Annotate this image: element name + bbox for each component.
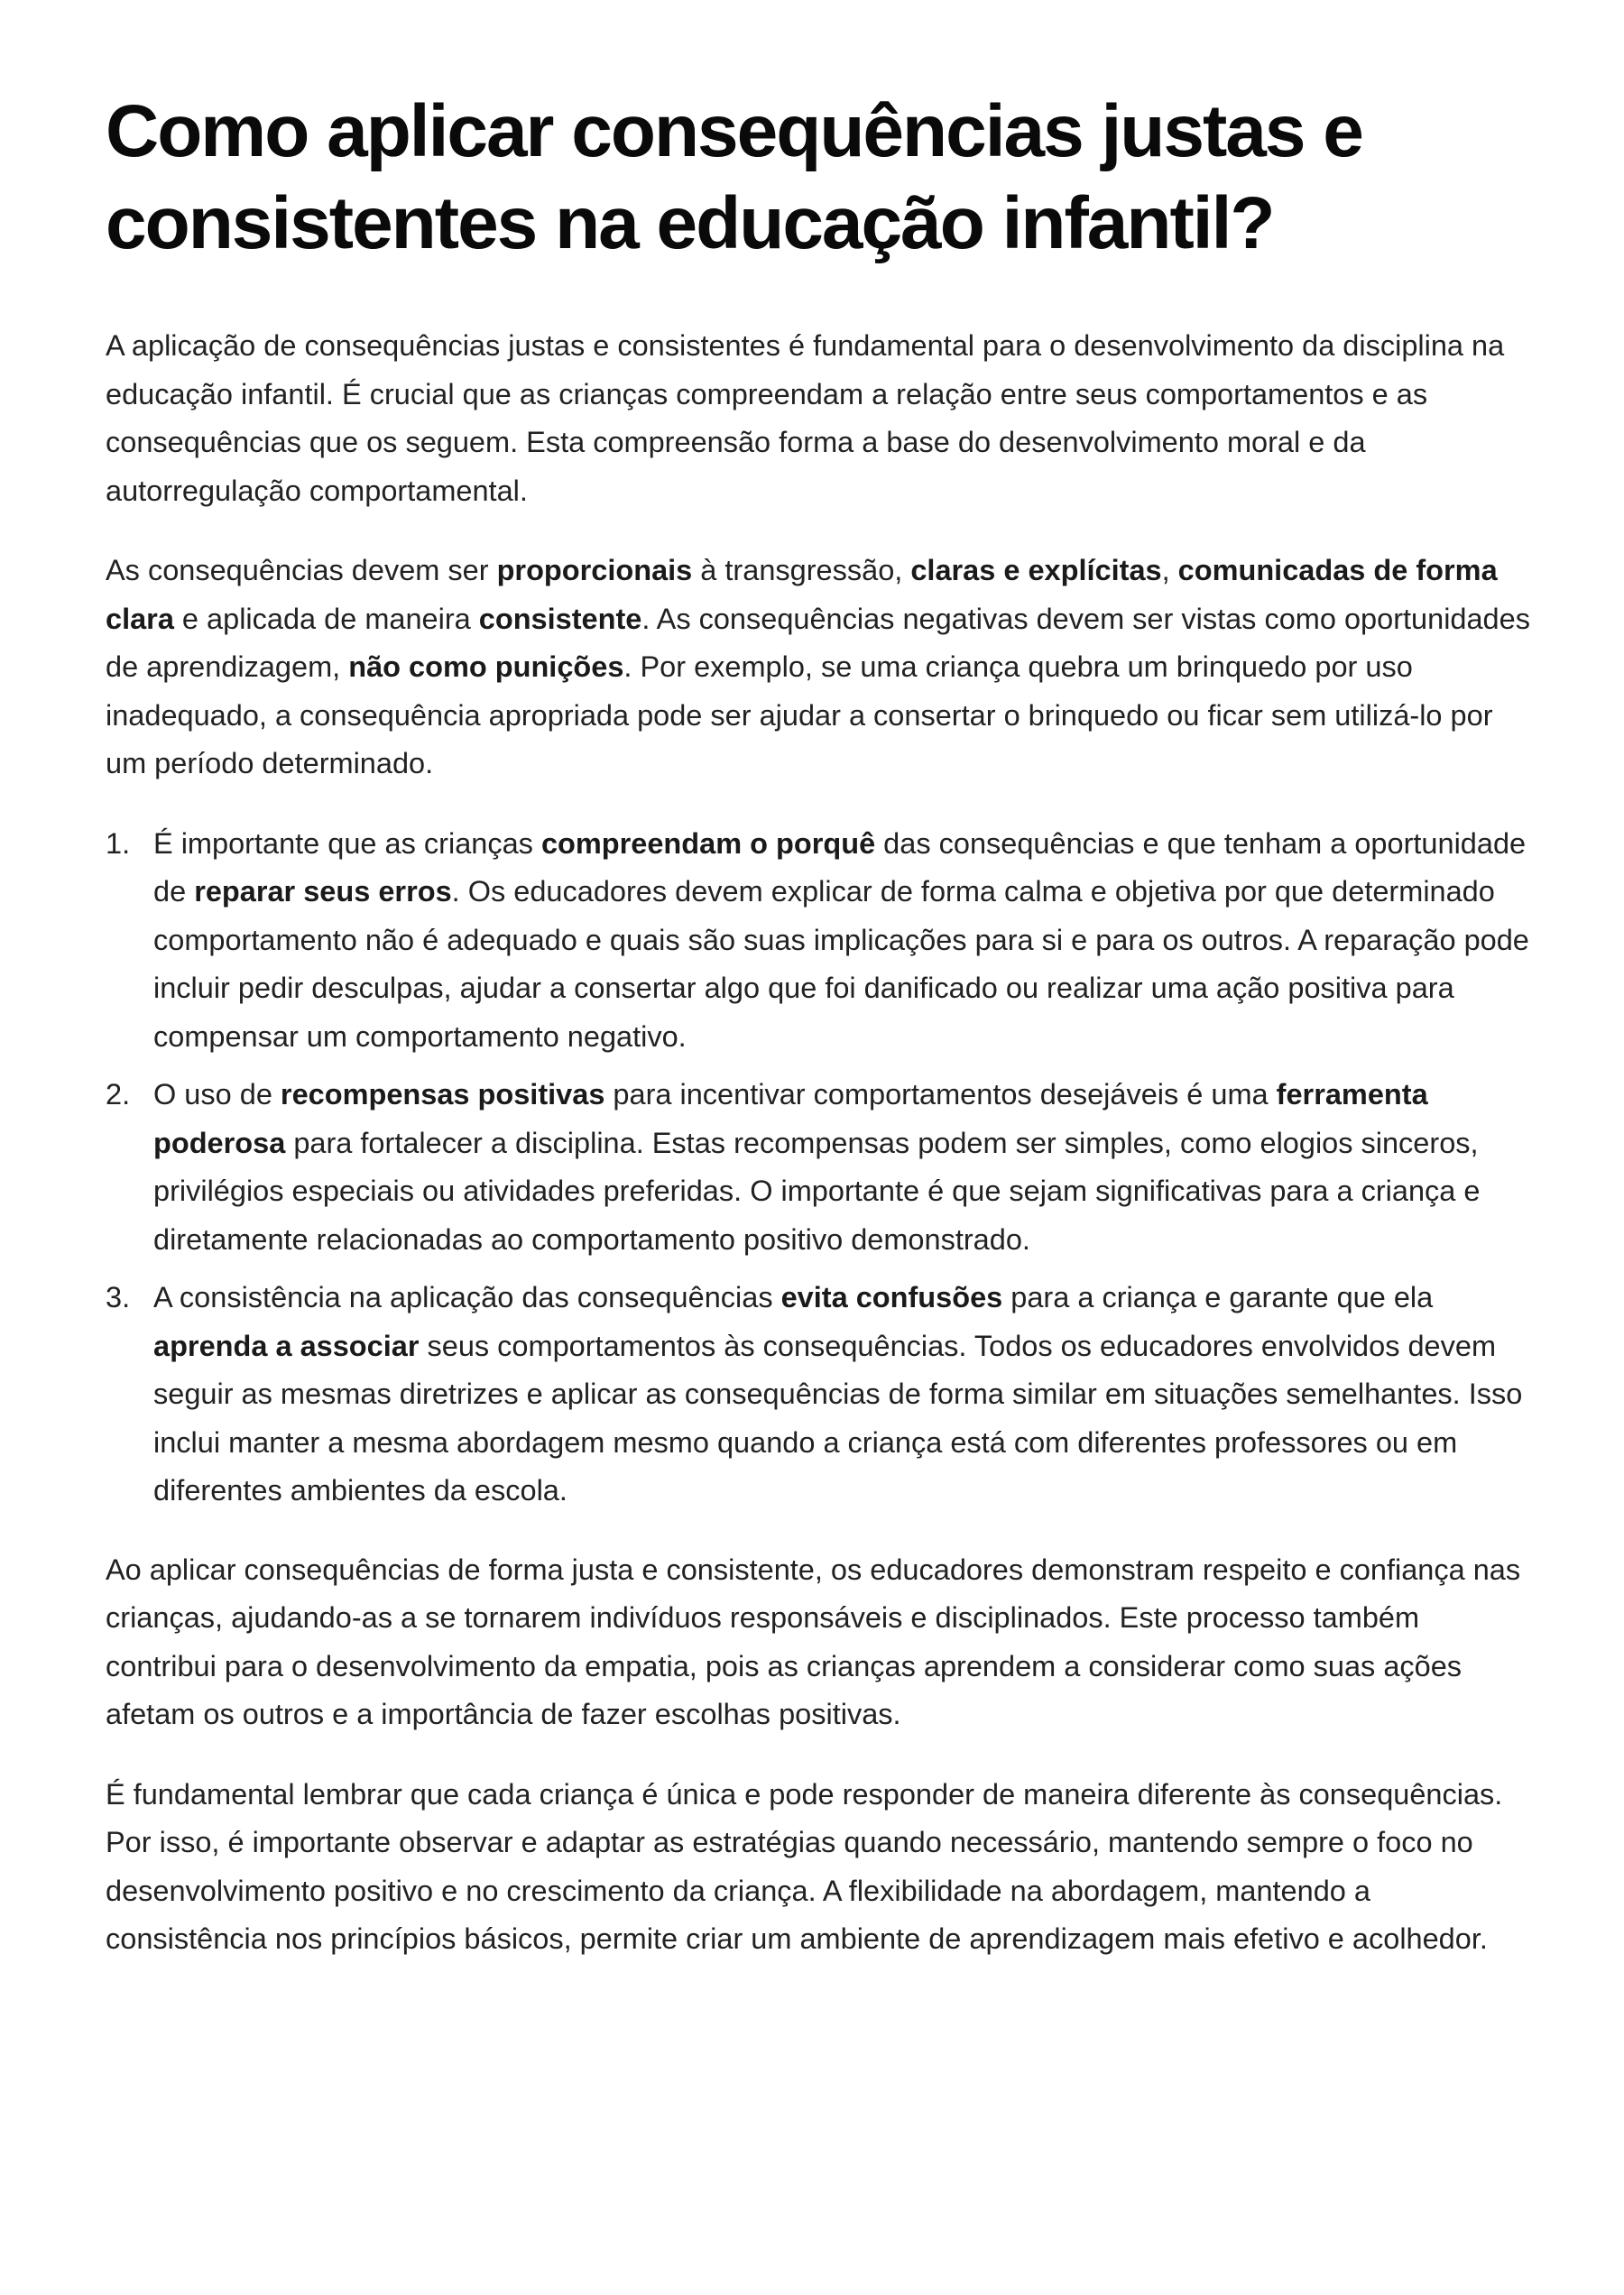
text-run: . As consequências negativas devem ser vistas como oportunidades de aprendizagem, <box>106 602 1530 683</box>
bold-text: ferramenta poderosa <box>153 1078 1428 1159</box>
paragraph <box>106 322 1531 515</box>
bold-text: aprenda a associar <box>153 1329 420 1362</box>
text-run: para incentivar comportamentos desejáveis é uma <box>604 1078 1277 1111</box>
list-item <box>106 1071 1531 1264</box>
text-run: As consequências devem ser <box>106 554 497 586</box>
text-run: . Os educadores devem explicar de forma calma e objetiva por que determinado comportamento não é adequado e quais são suas implicações para si e para os outros. A reparação pode incluir pedir desculpas, ajudar a consertar algo que foi danificado ou realizar uma ação positiva para compensar um comportamento negativo. <box>153 875 1529 1053</box>
text-run: e aplicada de maneira <box>173 602 479 635</box>
text-run: para a criança e garante que ela <box>1002 1281 1434 1313</box>
text-run: É fundamental lembrar que cada criança é única e pode responder de maneira diferente às consequências. Por isso, é importante observar e adaptar as estratégias quando necessário, mantendo sempre o foco no desenvolvimento positivo e no crescimento da criança. A flexibilidade na abordagem, mantendo a consistência nos princípios básicos, permite criar um ambiente de aprendizagem mais efetivo e acolhedor. <box>106 1777 1503 1955</box>
bold-text: comunicadas de forma clara <box>106 554 1498 635</box>
list-item-number: 3. <box>106 1281 131 1313</box>
document-page <box>106 86 1531 1995</box>
list-item-number: 1. <box>106 826 131 860</box>
text-run: à transgressão, <box>692 554 911 586</box>
paragraph <box>106 1771 1531 1964</box>
bold-text: consistente <box>478 602 642 635</box>
bold-text: compreendam o porquê <box>540 826 876 860</box>
text-run: Ao aplicar consequências de forma justa e consistente, os educadores demonstram respeito e confiança nas crianças, ajudando-as a se tornarem indivíduos responsáveis e disciplinados. Este processo também contribui para o desenvolvimento da empatia, pois as crianças aprendem a considerar como suas ações afetam os outros e a importância de fazer escolhas positivas. <box>106 1553 1521 1730</box>
list-item <box>106 820 1531 1062</box>
list-item-number: 2. <box>106 1078 131 1111</box>
text-run: A consistência na aplicação das consequências <box>153 1281 781 1313</box>
text-run: O uso de <box>153 1078 281 1111</box>
text-run: . Por exemplo, se uma criança quebra um brinquedo por uso inadequado, a consequência apropriada pode ser ajudar a consertar o brinquedo ou ficar sem utilizá-lo por um período determinado. <box>106 650 1493 779</box>
bold-text: evita confusões <box>780 1281 1003 1313</box>
paragraph <box>106 547 1531 788</box>
intro-paragraphs <box>106 322 1531 788</box>
text-run: seus comportamentos às consequências. Todos os educadores envolvidos devem seguir as mesmas diretrizes e aplicar as consequências de forma similar em situações semelhantes. Isso inclui manter a mesma abordagem mesmo quando a criança está com diferentes professores ou em diferentes ambientes da escola. <box>153 1329 1523 1507</box>
text-run: , <box>1161 554 1178 586</box>
text-run: das consequências e que tenham a oportunidade de <box>153 826 1527 908</box>
text-run: A aplicação de consequências justas e consistentes é fundamental para o desenvolvimento da disciplina na educação infantil. É crucial que as crianças compreendam a relação entre seus comportamentos e as consequências que os seguem. Esta compreensão forma a base do desenvolvimento moral e da autorregulação comportamental. <box>106 329 1505 507</box>
bold-text: não como punições <box>348 650 624 683</box>
document-body <box>106 322 1531 1964</box>
paragraph <box>106 1546 1531 1739</box>
bold-text: recompensas positivas <box>280 1078 605 1111</box>
text-run: para fortalecer a disciplina. Estas recompensas podem ser simples, como elogios sinceros, privilégios especiais ou atividades preferidas. O importante é que sejam significativas para a criança e diretamente relacionadas ao comportamento positivo demonstrado. <box>153 1126 1481 1256</box>
list-item-text <box>153 1078 1480 1256</box>
bold-text: proporcionais <box>496 554 693 586</box>
closing-paragraphs <box>106 1546 1531 1964</box>
list-item-text <box>153 1281 1522 1507</box>
list-item-text <box>153 827 1529 1053</box>
numbered-list <box>106 820 1531 1516</box>
bold-text: claras e explícitas <box>910 554 1162 586</box>
page-title: Como aplicar consequências justas e consistentes na educação infantil? <box>106 90 1362 264</box>
text-run: É importante que as crianças <box>153 826 541 860</box>
list-item <box>106 1274 1531 1516</box>
bold-text: reparar seus erros <box>194 875 452 908</box>
